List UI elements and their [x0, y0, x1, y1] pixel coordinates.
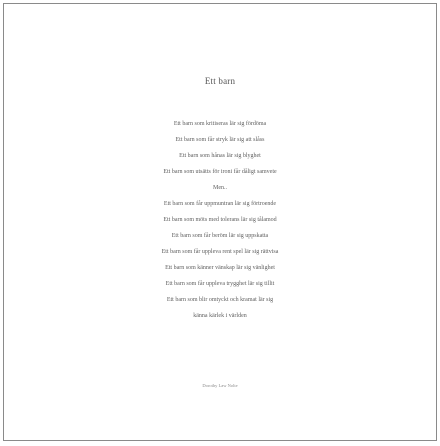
poem-line: Ett barn som blir omtyckt och kramat lär sig — [166, 297, 274, 303]
poem-line: Ett barn som får uppleva rent spel lär sig rättvisa — [161, 249, 279, 255]
poem-line: Ett barn som kritiseras lär sig fördöma — [173, 121, 267, 127]
poem-line: Ett barn som får uppmuntran lär sig förtroende — [163, 201, 277, 207]
poem-line: Ett barn som får stryk lär sig att slåss — [175, 137, 265, 143]
poem-line: Ett barn som får beröm lär sig uppskatta — [171, 233, 269, 239]
poem-line: Ett barn som utsätts för ironi får dåligt samvete — [163, 169, 277, 175]
poem-poster — [3, 3, 437, 441]
poem-line: Ett barn som möts med tolerans lär sig tålamod — [163, 217, 277, 223]
poem-author: Dorothy Law Nolte — [202, 383, 238, 388]
poem-line: känna kärlek i världen — [193, 313, 247, 319]
poem-line: Ett barn som hånas lär sig blyghet — [179, 153, 261, 159]
poem-line: Ett barn som känner vänskap lär sig vänlighet — [165, 265, 275, 271]
poem-line: Men.. — [213, 185, 227, 191]
poem-body — [4, 116, 436, 324]
poem-line: Ett barn som får uppleva trygghet lär sig tillit — [165, 281, 275, 287]
poem-title: Ett barn — [204, 76, 236, 86]
